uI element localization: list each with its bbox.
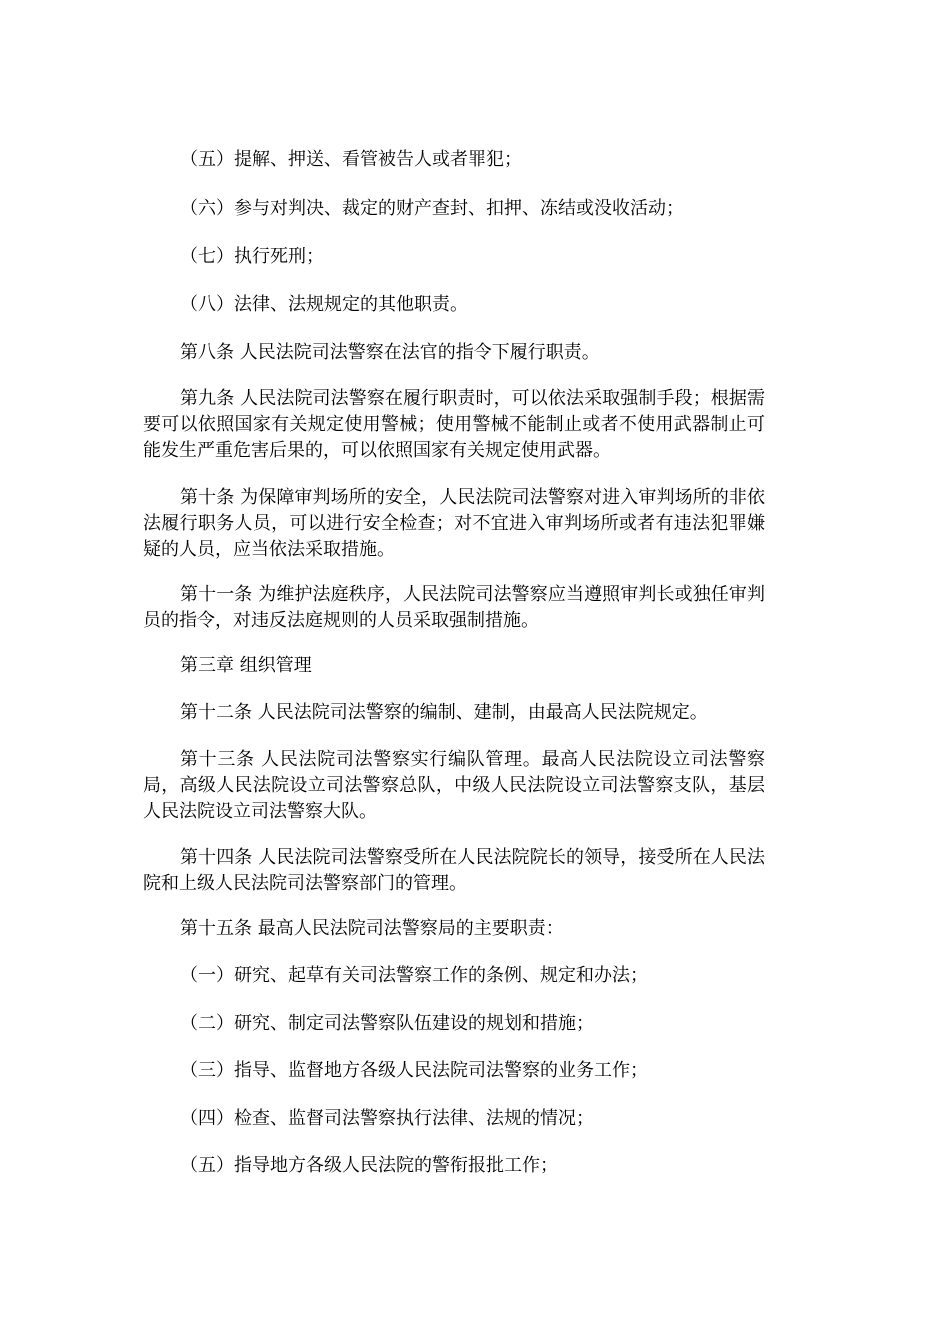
- paragraph-duty-1: （一）研究、起草有关司法警察工作的条例、规定和办法；: [180, 965, 648, 986]
- paragraph-item-8-other: （八）法律、法规规定的其他职责。: [180, 294, 468, 315]
- paragraph-article-15: 第十五条 最高人民法院司法警察局的主要职责：: [180, 918, 564, 939]
- paragraph-article-14: 第十四条 人民法院司法警察受所在人民法院院长的领导，接受所在人民法院和上级人民法院司法警察部门的管理。: [143, 847, 765, 894]
- paragraph-item-7-execution: （七）执行死刑；: [180, 246, 324, 267]
- chapter-heading: 第三章 组织管理: [180, 655, 312, 676]
- paragraph-article-10: 第十条 为保障审判场所的安全，人民法院司法警察对进入审判场所的非依法履行职务人员，可以进行安全检查；对不宜进入审判场所或者有违法犯罪嫌疑的人员，应当依法采取措施。: [143, 487, 765, 560]
- paragraph-duty-5: （五）指导地方各级人民法院的警衔报批工作；: [180, 1155, 558, 1176]
- paragraph-item-5-escort: （五）提解、押送、看管被告人或者罪犯；: [180, 149, 522, 170]
- paragraph-article-11: 第十一条 为维护法庭秩序，人民法院司法警察应当遵照审判长或独任审判员的指令，对违反法庭规则的人员采取强制措施。: [143, 584, 765, 631]
- paragraph-duty-2: （二）研究、制定司法警察队伍建设的规划和措施；: [180, 1013, 594, 1034]
- paragraph-duty-3: （三）指导、监督地方各级人民法院司法警察的业务工作；: [180, 1060, 648, 1081]
- paragraph-article-12: 第十二条 人民法院司法警察的编制、建制，由最高人民法院规定。: [180, 702, 708, 723]
- paragraph-duty-4: （四）检查、监督司法警察执行法律、法规的情况；: [180, 1108, 594, 1129]
- paragraph-article-8: 第八条 人民法院司法警察在法官的指令下履行职责。: [180, 342, 600, 363]
- paragraph-item-6-property: （六）参与对判决、裁定的财产查封、扣押、冻结或没收活动；: [180, 198, 684, 219]
- paragraph-article-9: 第九条 人民法院司法警察在履行职责时，可以依法采取强制手段；根据需要可以依照国家有关规定使用警械；使用警械不能制止或者不使用武器制止可能发生严重危害后果的，可以依照国家有关规定使用武器。: [143, 388, 765, 461]
- paragraph-article-13: 第十三条 人民法院司法警察实行编队管理。最高人民法院设立司法警察局，高级人民法院设立司法警察总队，中级人民法院设立司法警察支队，基层人民法院设立司法警察大队。: [143, 749, 765, 822]
